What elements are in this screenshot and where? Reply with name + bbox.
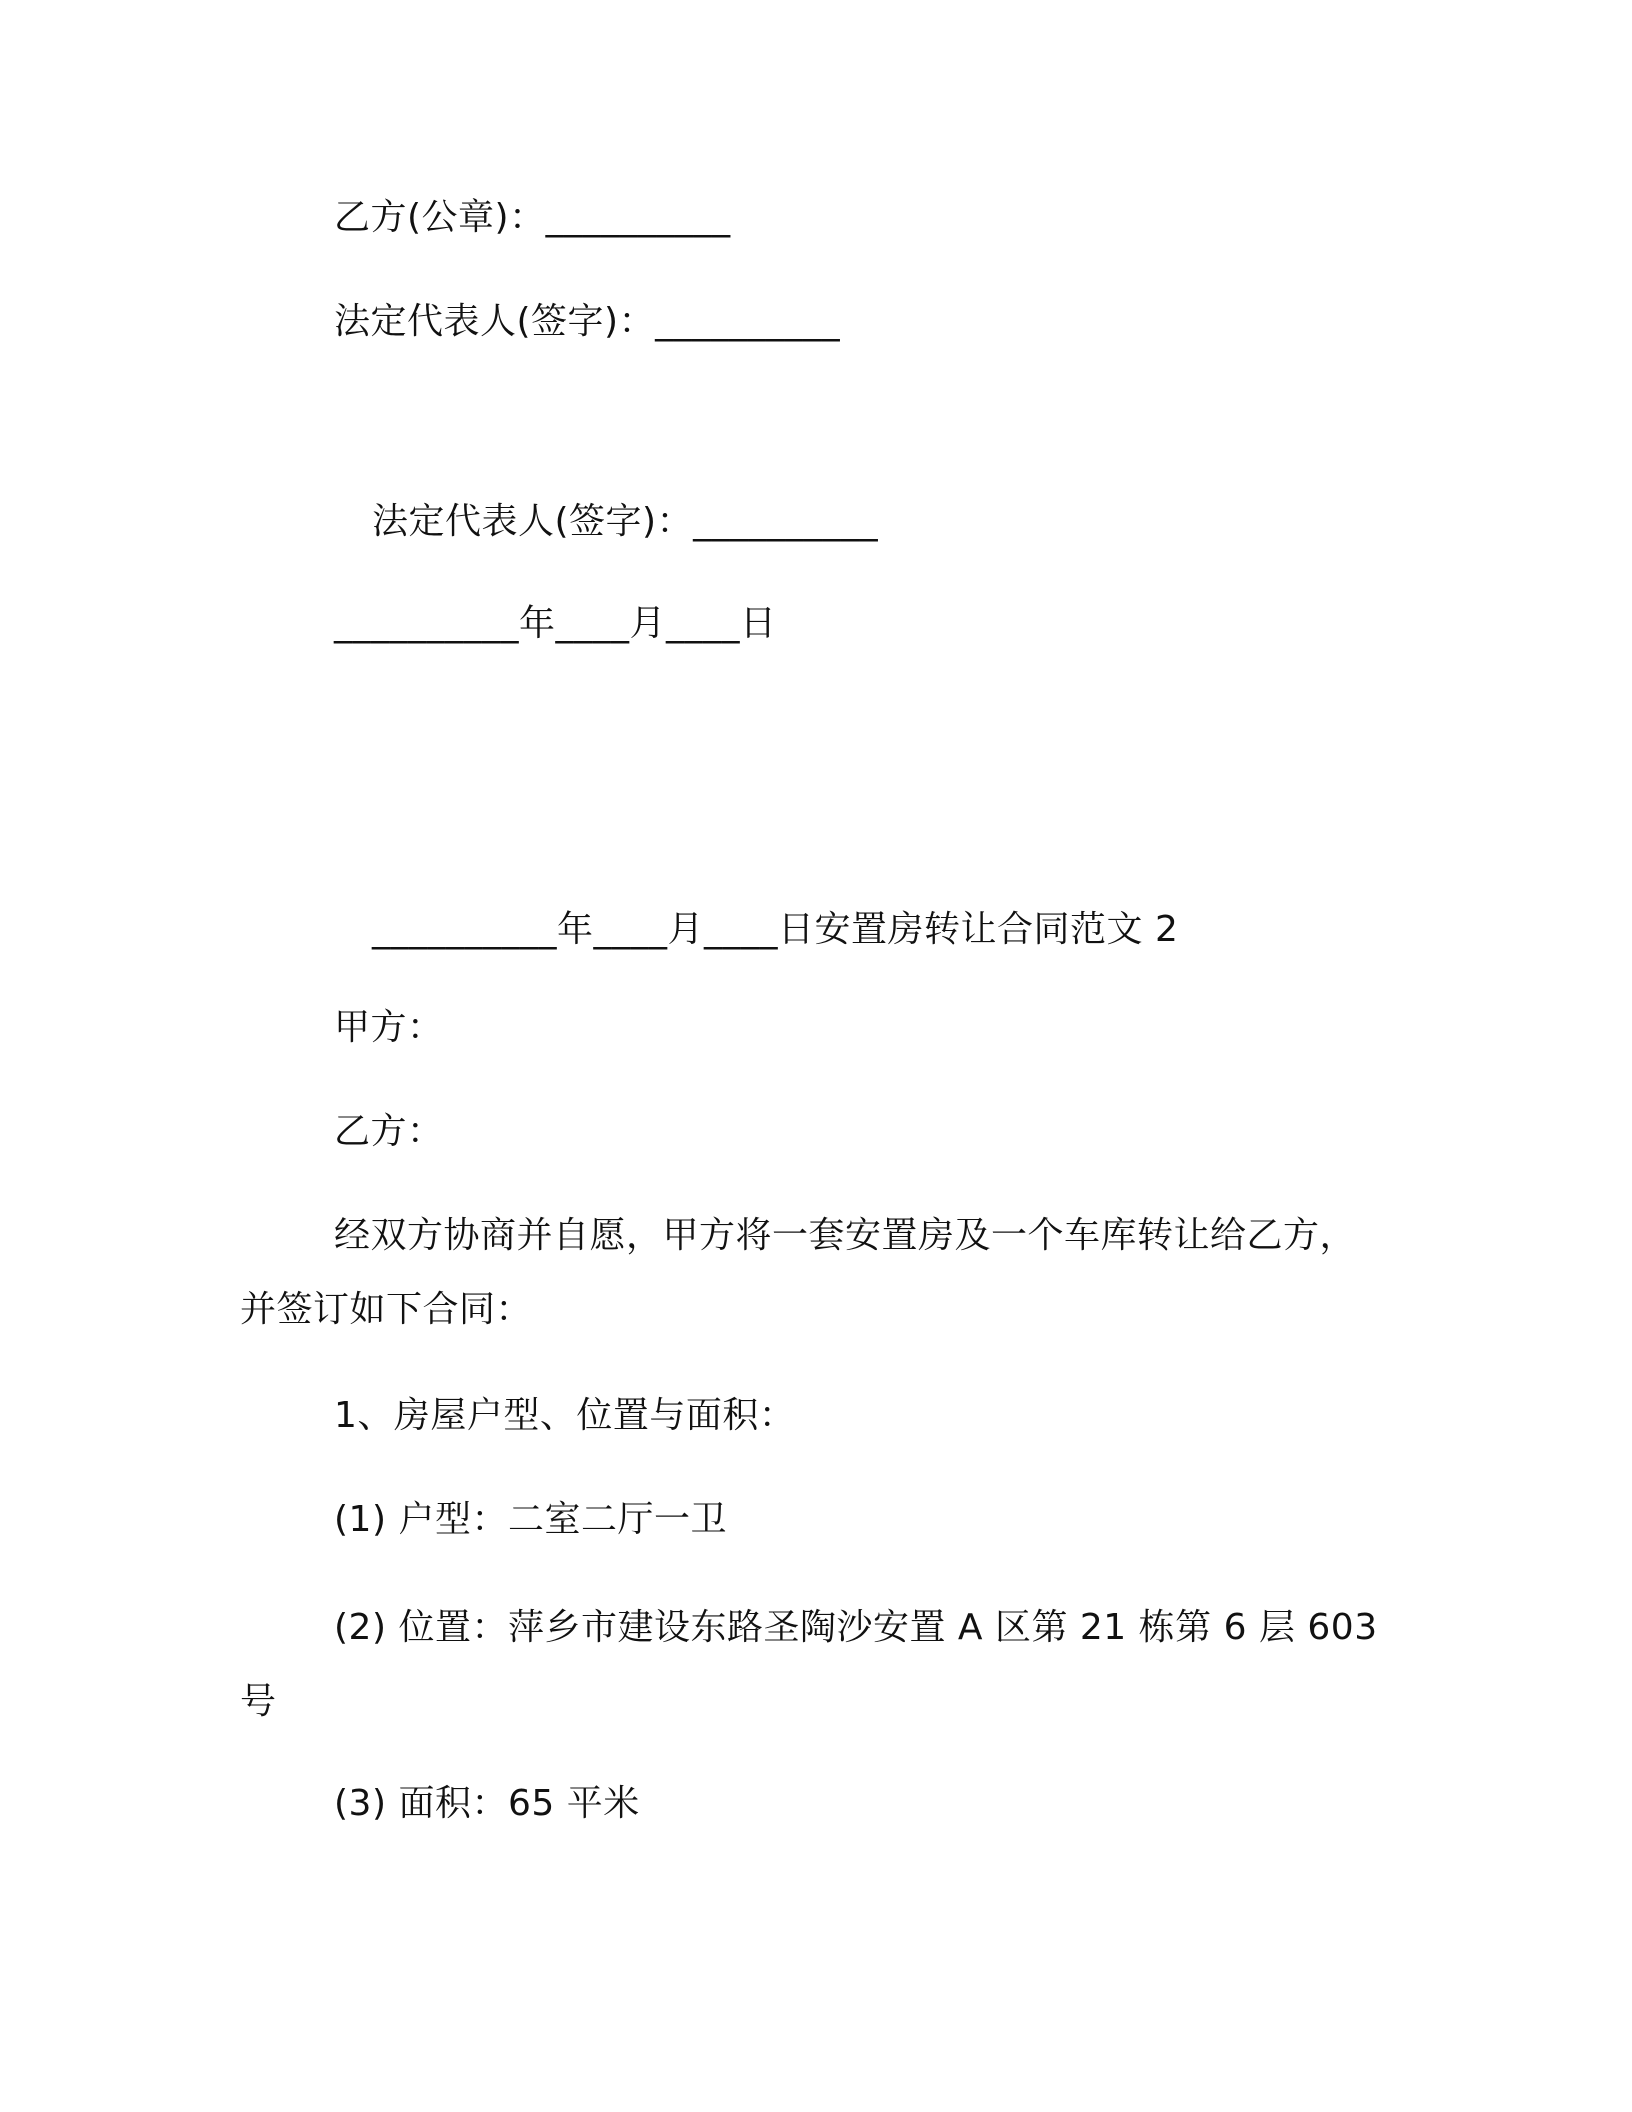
section-1-heading: 1、房屋户型、位置与面积： bbox=[334, 1395, 796, 1436]
intro-paragraph-line-1: 经双方协商并自愿，甲方将一套安置房及一个车库转让给乙方， bbox=[334, 1215, 1357, 1256]
item-location-line-2: 号 bbox=[240, 1681, 277, 1722]
legal-rep-signature-line-2: 法定代表人(签字)：__________ bbox=[372, 501, 879, 542]
party-b-seal-line: 乙方(公章)：__________ bbox=[334, 197, 731, 238]
legal-rep-signature-line: 法定代表人(签字)：__________ bbox=[334, 301, 841, 342]
item-area: (3) 面积：65 平米 bbox=[334, 1783, 640, 1824]
signature-date-line: __________年____月____日 bbox=[334, 603, 777, 644]
party-a-label: 甲方： bbox=[334, 1007, 444, 1048]
contract-title: __________年____月____日安置房转让合同范文 2 bbox=[372, 909, 1179, 950]
item-layout-type: (1) 户型：二室二厅一卫 bbox=[334, 1499, 727, 1540]
item-location-line-1: (2) 位置：萍乡市建设东路圣陶沙安置 A 区第 21 栋第 6 层 603 bbox=[334, 1607, 1378, 1648]
party-b-label: 乙方： bbox=[334, 1111, 444, 1152]
intro-paragraph-line-2: 并签订如下合同： bbox=[240, 1289, 533, 1330]
